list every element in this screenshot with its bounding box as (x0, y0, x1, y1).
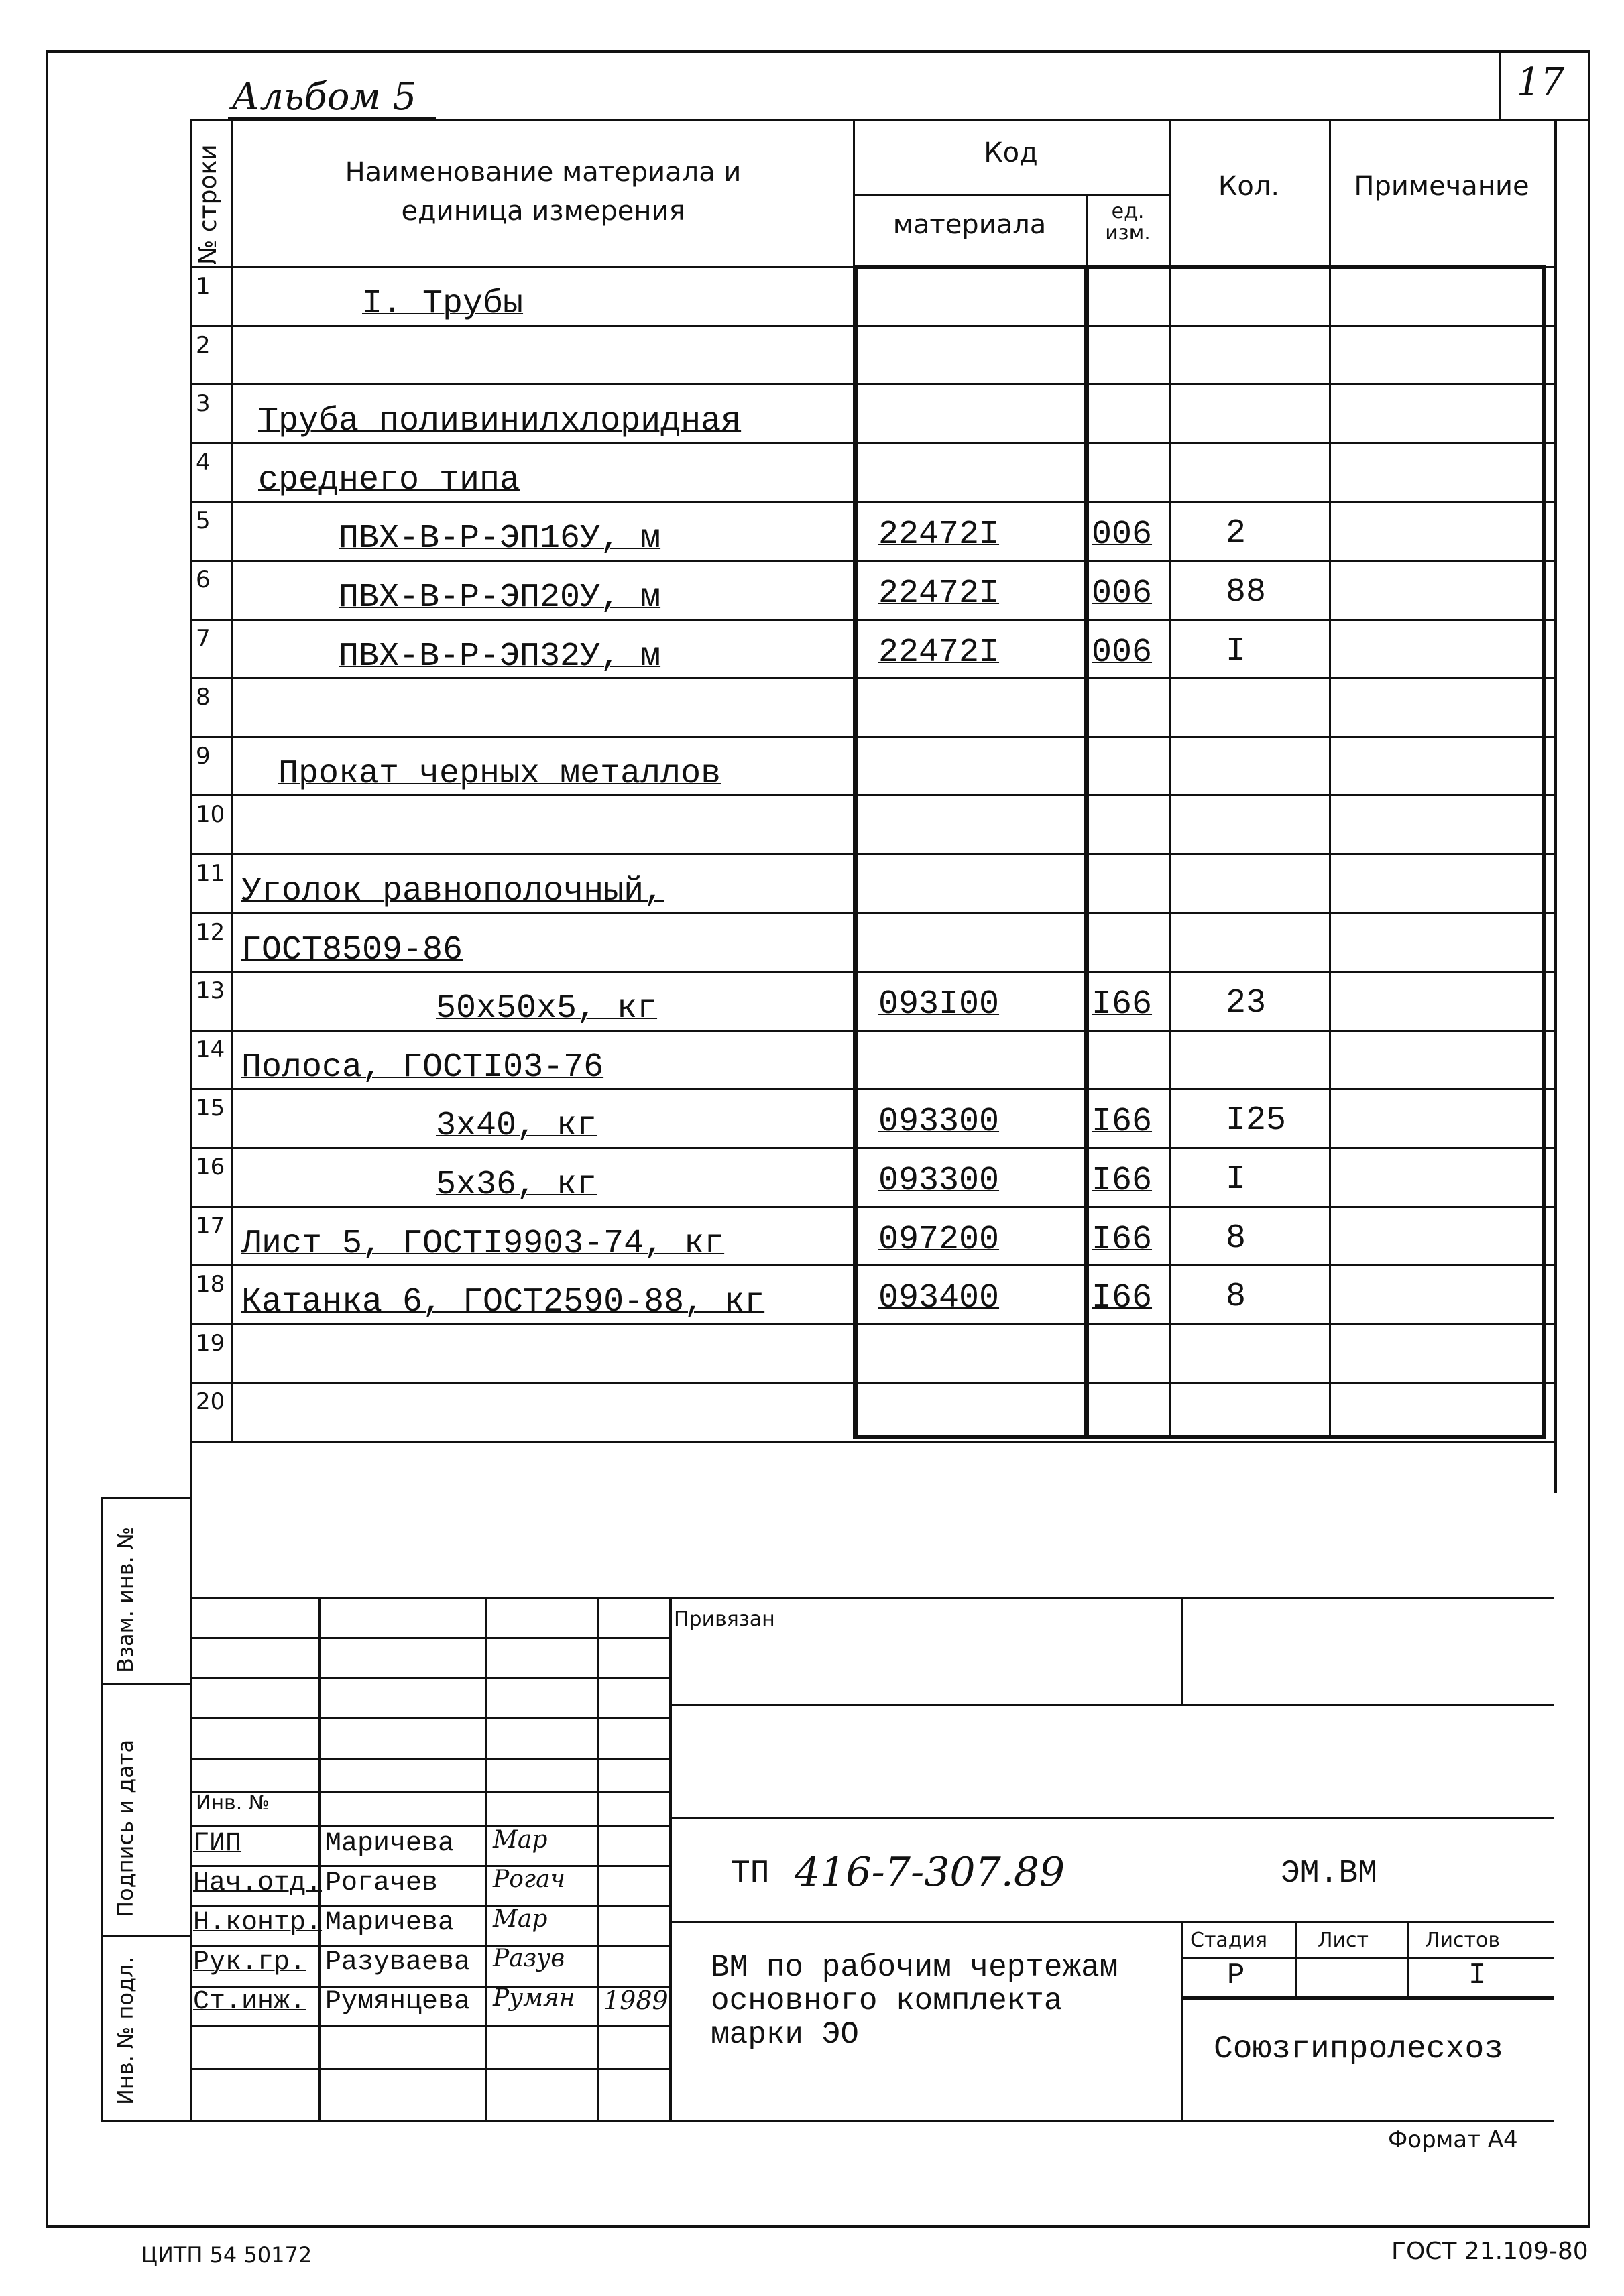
hdr-code-split (853, 194, 1169, 196)
row-number: 18 (196, 1271, 225, 1298)
row-divider (190, 1088, 1554, 1090)
tb-col-1 (318, 1597, 321, 2120)
row-divider (190, 912, 1554, 914)
row-divider (190, 1147, 1554, 1149)
staff-grid-row-line (190, 1905, 669, 1907)
privyazan-label: Привязан (674, 1608, 775, 1631)
tb-right-1 (669, 1704, 1554, 1706)
row-divider (190, 1206, 1554, 1208)
hdr-note: Примечание (1354, 171, 1529, 202)
row-divider (190, 383, 1554, 385)
stage-value: Р (1227, 1959, 1245, 1992)
format-label: Формат А4 (1388, 2126, 1518, 2153)
row-divider (190, 442, 1554, 444)
row-name: среднего типа (258, 461, 520, 499)
row-divider (190, 1382, 1554, 1384)
staff-date: 1989 (603, 1986, 669, 2015)
sheet-label: Лист (1318, 1929, 1369, 1952)
staff-grid-row-line (190, 1825, 669, 1827)
row-name: ПВХ-В-Р-ЭП32У, м (339, 637, 661, 676)
row-quantity: I25 (1226, 1101, 1287, 1140)
margin-div-1 (101, 1683, 190, 1685)
table-top-border (190, 119, 1554, 121)
row-number: 3 (196, 390, 211, 418)
doc-code-prefix: ТП (731, 1856, 770, 1892)
row-number: 1 (196, 273, 211, 300)
staff-role: Ст.инж. (193, 1987, 306, 2017)
hdr-qty: Кол. (1218, 171, 1280, 202)
row-quantity: 88 (1226, 573, 1267, 611)
staff-grid-row-line (190, 1677, 669, 1679)
row-number: 14 (196, 1036, 225, 1063)
row-number: 7 (196, 625, 211, 652)
album-label: Альбом 5 (231, 75, 417, 119)
sheets-value: I (1468, 1959, 1487, 1992)
row-name: 3х40, кг (436, 1107, 597, 1146)
margin-top (101, 1497, 190, 1499)
row-divider (190, 677, 1554, 679)
stage-label: Стадия (1190, 1929, 1268, 1952)
row-divider (190, 794, 1554, 796)
stage-split (1181, 1921, 1183, 2120)
staff-name: Румянцева (325, 1987, 471, 2017)
staff-name: Маричева (325, 1908, 455, 1938)
staff-signature: Мар (493, 1826, 548, 1854)
staff-grid-row-line (190, 1758, 669, 1760)
row-number: 17 (196, 1212, 225, 1240)
row-material-code: 093I00 (878, 985, 1000, 1024)
hdr-code-unit: ед. изм. (1105, 200, 1151, 245)
doc-mark: ЭМ.ВМ (1281, 1856, 1378, 1892)
description-line-1: ВМ по рабочим чертежам (711, 1950, 1118, 1985)
description-line-3: марки ЭО (711, 2017, 859, 2052)
margin-right-line (190, 1441, 192, 2120)
row-material-code: 22472I (878, 516, 1000, 554)
row-number: 6 (196, 566, 211, 593)
footer-left: ЦИТП 54 50172 (141, 2242, 312, 2268)
tb-bottom (190, 2120, 1554, 2122)
label-vzam-inv: Взам. инв. № (113, 1526, 138, 1673)
row-name: Полоса, ГОСТI03-76 (241, 1048, 604, 1087)
hdr-line-rowno (231, 119, 233, 1443)
description (711, 1951, 1118, 2051)
row-divider (190, 853, 1554, 855)
staff-role: Нач.отд. (193, 1868, 323, 1898)
row-number: 5 (196, 507, 211, 535)
staff-grid-row-line (190, 2068, 669, 2070)
staff-signature: Разув (493, 1945, 565, 1972)
row-number: 12 (196, 918, 225, 946)
row-number: 4 (196, 448, 211, 476)
row-quantity: I (1226, 1160, 1246, 1199)
code-box (853, 265, 1546, 1439)
row-name: 5х36, кг (436, 1166, 597, 1204)
row-name: 50х50х5, кг (436, 989, 658, 1028)
sheet-number: 17 (1517, 60, 1565, 104)
row-quantity: 2 (1226, 514, 1246, 553)
row-material-code: 22472I (878, 633, 1000, 672)
row-number: 9 (196, 742, 211, 770)
row-number: 11 (196, 860, 225, 887)
hdr-code-material: материала (892, 209, 1047, 240)
row-name: Уголок равнополочный, (241, 872, 664, 910)
row-quantity: 8 (1226, 1219, 1246, 1258)
row-divider (190, 619, 1554, 621)
row-name: I. Трубы (362, 285, 524, 323)
row-material-code: 093300 (878, 1162, 1000, 1200)
label-podpis-data: Подпись и дата (113, 1739, 138, 1917)
margin-div-2 (101, 1935, 190, 1937)
staff-grid-row-line (190, 1865, 669, 1867)
row-divider (190, 325, 1554, 327)
staff-signature: Рогач (493, 1866, 565, 1893)
tb-col-4 (669, 1597, 672, 2120)
row-unit-code: I66 (1092, 985, 1153, 1024)
staff-signature: Мар (493, 1905, 548, 1933)
staff-signature: Румян (493, 1984, 575, 2012)
row-unit-code: I66 (1092, 1103, 1153, 1142)
table-right-border (1554, 119, 1557, 1493)
row-material-code: 097200 (878, 1220, 1000, 1259)
row-number: 20 (196, 1388, 225, 1416)
hdr-row-no: № строки (194, 144, 222, 265)
row-material-code: 093300 (878, 1103, 1000, 1142)
table-bottom (190, 1441, 1554, 1443)
row-divider (190, 971, 1554, 973)
margin-left-line (101, 1497, 103, 2120)
description-line-2: основного комплекта (711, 1984, 1063, 2018)
row-unit-code: I66 (1092, 1220, 1153, 1259)
tb-top (190, 1597, 1554, 1599)
tb-right-3 (669, 1921, 1554, 1923)
row-number: 10 (196, 801, 225, 829)
row-unit-code: 006 (1092, 575, 1153, 613)
row-name: Катанка 6, ГОСТ2590-88, кг (241, 1283, 765, 1322)
staff-role: Рук.гр. (193, 1947, 306, 1978)
row-unit-code: I66 (1092, 1162, 1153, 1200)
row-quantity: I (1226, 631, 1246, 670)
hdr-code: Код (984, 137, 1038, 168)
row-name: Лист 5, ГОСТI9903-74, кг (241, 1224, 725, 1263)
row-number: 2 (196, 331, 211, 359)
organization: Союзгипролесхоз (1214, 2031, 1504, 2067)
row-quantity: 23 (1226, 984, 1267, 1023)
hdr-line-unit (1086, 194, 1088, 266)
row-unit-code: I66 (1092, 1279, 1153, 1318)
row-divider (190, 1030, 1554, 1032)
row-name: Прокат черных металлов (278, 754, 721, 793)
tb-right-2 (669, 1817, 1554, 1819)
staff-grid-row-line (190, 1637, 669, 1639)
row-name: ГОСТ8509-86 (241, 930, 463, 969)
staff-role: ГИП (193, 1829, 242, 1859)
staff-role: Н.контр. (193, 1908, 323, 1938)
row-name: Труба поливинилхлоридная (258, 402, 742, 441)
row-number: 16 (196, 1154, 225, 1181)
staff-grid-row-line (190, 2025, 669, 2027)
label-inv-podl: Инв. № подл. (113, 1957, 138, 2105)
row-divider (190, 1323, 1554, 1325)
row-number: 19 (196, 1329, 225, 1357)
sheet-number-divider (1499, 50, 1501, 119)
row-material-code: 093400 (878, 1279, 1000, 1318)
row-unit-code: 006 (1092, 516, 1153, 554)
doc-code: 416-7-307.89 (795, 1849, 1065, 1896)
row-material-code: 22472I (878, 575, 1000, 613)
staff-name: Рогачев (325, 1868, 439, 1898)
margin-bottom (101, 2120, 190, 2122)
row-unit-code: 006 (1092, 633, 1153, 672)
privyazan-split (1181, 1597, 1183, 1704)
stage-bottom (1181, 1996, 1554, 2000)
hdr-name: Наименование материала и единица измерения (345, 157, 742, 227)
row-divider (190, 501, 1554, 503)
row-quantity: 8 (1226, 1278, 1246, 1317)
row-number: 8 (196, 684, 211, 711)
staff-grid-row-line (190, 1717, 669, 1719)
row-divider (190, 1264, 1554, 1266)
row-name: ПВХ-В-Р-ЭП16У, м (339, 520, 661, 558)
row-name: ПВХ-В-Р-ЭП20У, м (339, 579, 661, 617)
tb-col-3 (597, 1597, 599, 2120)
row-divider (190, 560, 1554, 562)
row-number: 13 (196, 977, 225, 1005)
sheets-label: Листов (1425, 1929, 1501, 1952)
inv-no-label: Инв. № (196, 1791, 270, 1815)
tb-col-2 (485, 1597, 487, 2120)
staff-name: Маричева (325, 1829, 455, 1859)
row-number: 15 (196, 1095, 225, 1122)
row-divider (190, 736, 1554, 738)
staff-name: Разуваева (325, 1947, 471, 1978)
footer-right: ГОСТ 21.109-80 (1391, 2238, 1588, 2265)
